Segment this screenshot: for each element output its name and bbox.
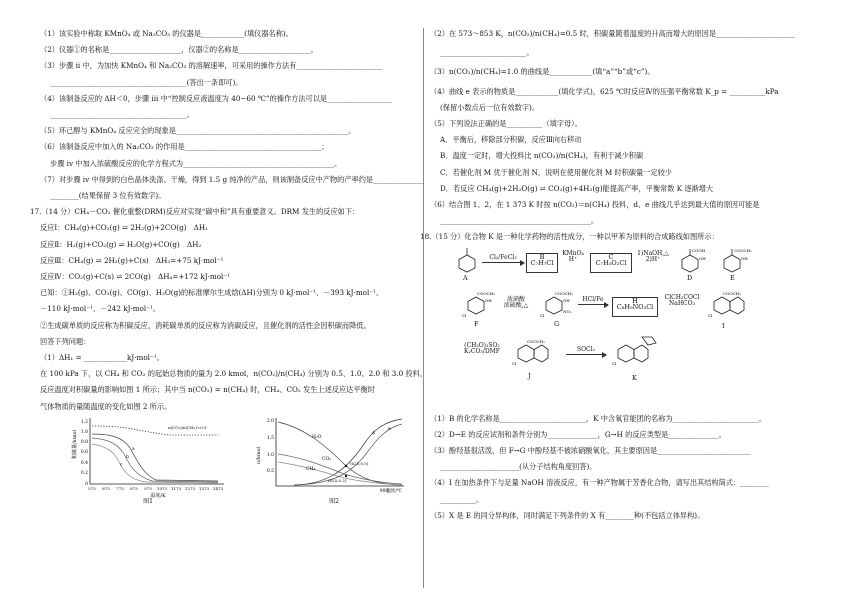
arrow-j-k-reagent: SOCl₂: [577, 345, 595, 353]
q18-part-4-cont: __________。: [440, 494, 484, 504]
q16-part-6: （6）该制备反应中加入的 Na₂CO₃ 的作用是______________________________________；: [40, 142, 329, 152]
arrow-f-g: [496, 297, 536, 309]
compound-c-box: C C₇H₅O₂Cl: [590, 253, 632, 273]
fig2-ytick: 1.0: [266, 452, 274, 458]
compound-k-label: K: [632, 373, 637, 382]
compound-d-structure: [678, 247, 704, 273]
arrow-j-k: [566, 347, 606, 356]
compound-k-structure: [612, 335, 662, 371]
fig2-ytick: 2.0: [266, 418, 274, 424]
known-1: 已知：①H₂(g)、CO₂(g)、CO(g)、H₂O(g)的标准摩尔生成焓(ΔH)分别为 0 kJ·mol⁻¹、－393 kJ·mol⁻¹、: [40, 288, 384, 298]
svg-text:COOCH₃: COOCH₃: [734, 247, 752, 253]
arrow-i-j: [456, 343, 508, 355]
arrow-i-j-reagent: (CH₃O)₂SO₂ K₂CO₃/DMF: [464, 341, 500, 355]
fig1-ytick: 0: [85, 481, 88, 487]
q16-part-6-cont: 步骤 iv 中加入浓硫酸反应的化学方程式为__________________________________________。: [50, 158, 342, 168]
synthesis-scheme: [456, 247, 756, 415]
svg-text:OH: OH: [741, 255, 748, 261]
known-2: ②生成碳单质的反应称为积碳反应，消耗碳单质的反应称为消碳反应，且催化剂的活性会因积碳而降低。: [40, 320, 371, 330]
figure-2: [254, 414, 414, 505]
svg-text:Cl: Cl: [540, 312, 545, 318]
fig2-label-d: d: [372, 430, 375, 436]
option-d: D．若反应 CH₄(g)+2H₂O(g) ⇌ CO₂(g)+4H₂(g)能提高产率，平衡常数 K 逐渐增大: [440, 183, 714, 193]
svg-text:Cl: Cl: [708, 312, 713, 318]
arrow-a-b: [482, 255, 524, 264]
q16-part-2: （2）仪器①的名称是____________________，仪器②的名称是____________________。: [40, 45, 318, 55]
fig1-curve-label-c: c: [120, 462, 123, 468]
fig1-xlabel: 温度/K: [150, 492, 166, 499]
arrow-c-d: [633, 251, 673, 263]
fig1-caption: 图1: [143, 497, 153, 505]
fig1-curve-label-a: a: [132, 446, 135, 452]
q16-part-7: （7）对步骤 iv 中得到的白色晶体洗涤、干燥，得到 1.5 g 纯净的产品，则该制备反应中产物的产率约是______________: [40, 174, 424, 184]
fig1-curve-b: [92, 438, 218, 482]
arrow-b-c: [559, 251, 587, 263]
fig1-xtick: 1173: [170, 485, 182, 491]
arrow-g-h-reagent: HCl/Fe: [582, 295, 604, 303]
q17-part-6: （6）结合图 1、2，在 1 373 K 时按 n(CO₂)＝n(CH₄) 投料，d、e 曲线几乎达到最大值的原因可能是: [430, 200, 760, 210]
fig2-label-h2o: H₂O: [312, 434, 322, 440]
q17-part-3: （3）n(CO₂)/n(CH₄)=1.0 的曲线是____________(填“a”“b”或“c”)。: [430, 67, 655, 77]
svg-text:COOCH₃: COOCH₃: [723, 290, 741, 296]
q17-condition: 在 100 kPa 下，以 CH₄ 和 CO₂ 的起始总物质的量为 2.0 kmol，n(CO₂)/n(CH₄) 分别为 0.5、1.0、2.0 和 3.0 投料，: [40, 369, 428, 379]
fig2-label-co2: CO₂: [322, 456, 331, 462]
fig1-xtick: 1273: [184, 485, 196, 491]
fig1-ytick: 0.8: [80, 439, 88, 445]
fig1-xtick: 573: [88, 485, 96, 491]
fig1-curve-a: [92, 434, 218, 481]
svg-text:COOCH₃: COOCH₃: [527, 338, 545, 344]
q17-part-5: （5）下列说法正确的是__________（填字母）。: [430, 119, 582, 129]
column-divider: [423, 28, 424, 588]
compound-f-structure: [462, 290, 495, 319]
compound-g-structure: [540, 291, 574, 319]
compound-g-label: G: [554, 319, 560, 328]
fig1-curve-c: [92, 444, 218, 483]
q17-part-4-cont: (保留小数点后一位有效数字)。: [440, 102, 540, 112]
q18-part-3: （3）酚羟基很活泼，但 F→G 中酚羟基不被浓硝酸氧化，其主要原因是__________________________: [430, 446, 751, 456]
arrow-h-i: [660, 295, 704, 307]
q17-part-2-cont: ________________________。: [440, 48, 534, 58]
fig1-curve-label-b: b: [126, 454, 129, 460]
fig1-ytick: 1.2: [80, 419, 88, 425]
fig1-ytick: 0.4: [80, 460, 88, 466]
svg-text:COOCH₃: COOCH₃: [555, 290, 573, 296]
svg-text:OH: OH: [699, 255, 706, 261]
fig2-xlabel: 温度/℃: [386, 488, 402, 494]
q16-part-4-cont: ______________________________________。: [50, 110, 194, 120]
option-c: C．若催化剂 M 优于催化剂 N，说明在使用催化剂 M 时积碳量一定较少: [440, 167, 672, 177]
compound-j-label: J: [528, 371, 531, 380]
q18-part-3-cont: ______________________(从分子结构角度回答)。: [440, 462, 597, 472]
reaction-2: 反应Ⅱ：H₂(g)+CO₂(g) ⇌ H₂O(g)+CO(g) ΔH₂: [40, 239, 202, 249]
svg-text:NO₂: NO₂: [563, 308, 572, 314]
q17-heading: 17.（14 分）CH₄－CO₂ 催化重整(DRM)反应对实现“碳中和”具有重要意义。DRM 发生的反应如下：: [30, 207, 360, 217]
fig1-xtick: 773: [116, 485, 124, 491]
answer-prompt: 回答下列问题：: [40, 336, 91, 346]
reaction-4: 反应Ⅳ：CO₂(g)+C(s) ⇌ 2CO(g) ΔH₄=+172 kJ·mol⁻¹: [40, 272, 231, 282]
fig1-xtick: 973: [144, 485, 152, 491]
svg-text:Cl: Cl: [512, 360, 517, 366]
toluene-structure: [456, 247, 478, 273]
fig1-xtick: 1373: [198, 485, 210, 491]
compound-e-structure: [720, 247, 750, 273]
figure-1: [68, 414, 228, 505]
right-column: [420, 29, 822, 520]
q17-part-1: （1）ΔH₁ = ____________kJ·mol⁻¹。: [40, 353, 164, 363]
svg-text:COOCH₃: COOCH₃: [477, 290, 495, 296]
arrow-g-h: [578, 297, 608, 306]
left-column: [30, 29, 428, 505]
q17-part-6-cont: __________________________________________。: [440, 216, 599, 226]
compound-a-label: A: [463, 273, 468, 282]
q18-part-5: （5）X 是 E 的同分异构体，同时满足下列条件的 X 有________种(不包括立体异构)。: [430, 510, 705, 520]
q17-part-2: （2）在 573～853 K，n(CO₂)/n(CH₄)=0.5 时，积碳量随着温度的升高而增大的原因是______________________: [430, 29, 796, 38]
fig2-curve-e: [294, 424, 402, 485]
compound-h-box: H C₈H₉NO₃Cl: [612, 297, 658, 317]
fig1-ytick: 0.6: [80, 449, 88, 455]
svg-text:OH: OH: [485, 297, 492, 303]
q16-part-3: （3）步骤 ii 中，为加快 KMnO₄ 和 Na₂CO₃ 的溶解速率，可采用的操作方法有________________________: [40, 61, 383, 71]
arrow-f-g-reagent: 浓硝酸 浓硫酸,△: [503, 295, 529, 309]
compound-b-box: B C₇H₇Cl: [526, 253, 558, 273]
q16-part-3-cont: ______________________________________(答出一条即可)。: [50, 77, 243, 87]
q16-part-5: （5）环己醇与 KMnO₄ 反应完全的现象是________________________________________________。: [40, 126, 356, 136]
arrow-h-i-reagent: ClCH₂COCl NaHCO₃: [664, 293, 700, 307]
fig1-xtick: 1073: [156, 485, 168, 491]
fig1-xtick: 673: [102, 485, 110, 491]
compound-e-label: E: [730, 273, 735, 282]
q16-part-4: （4）该制备反应的 ΔH＜0，步骤 iii 中“控制反应液温度为 40~60 ℃”的操作方法可以是__________________: [40, 93, 392, 103]
fig2-ylabel: n/kmol: [256, 446, 262, 464]
q17-condition-2: 反应温度对积碳量的影响如图 1 所示；其中当 n(CO₂) = n(CH₄) 时，CH₄、CO₂ 发生上述反应达平衡时: [40, 385, 375, 395]
reaction-3: 反应Ⅲ：CH₄(g) ⇌ 2H₂(g)+C(s) ΔH₃=+75 kJ·mol⁻¹: [40, 255, 224, 265]
q18-part-2: （2）D→E 的反应试剂和条件分别为______________，G→H 的反应类型是______________。: [430, 429, 726, 439]
fig1-ytick: 1.0: [80, 429, 88, 435]
compound-i-label: I: [722, 321, 725, 330]
compound-i-structure: [708, 291, 748, 321]
q18-heading: 18.（15 分）化合物 K 是一种化学药物的活性成分，一种以甲苯为原料的合成路线如图所示：: [420, 232, 719, 242]
figures-row: [68, 414, 418, 505]
fig2-xtick: 900: [379, 488, 389, 494]
svg-text:OH: OH: [563, 297, 570, 303]
arrow-c-d-reagent: 1)NaOH,△ 2)H⁺: [637, 249, 669, 263]
arrow-b-c-reagent: KMnO₄ H⁺: [562, 249, 584, 263]
fig2-label-e: e: [388, 426, 391, 432]
option-b: B．温度一定时，增大投料比 n(CO₂)/n(CH₄)，有利于减少积碳: [440, 151, 644, 161]
compound-f-label: F: [474, 319, 479, 328]
fig1-legend: n(CO₂)/n(CH₄)=0.5: [168, 424, 207, 430]
fig2-ytick: 0.5: [266, 468, 274, 474]
q17-part-4: （4）曲线 e 表示的物质是____________(填化学式)，625 ℃时反应Ⅳ的压强平衡常数 K_p = __________kPa: [430, 86, 779, 96]
fig2-point-2: (625,0.2): [328, 477, 347, 483]
compound-j-structure: [512, 339, 552, 371]
reaction-1: 反应Ⅰ：CH₄(g)+CO₂(g) ⇌ 2H₂(g)+2CO(g) ΔH₁: [40, 223, 209, 233]
compound-d-label: D: [687, 273, 693, 282]
fig2-label-ch4: CH₄: [306, 466, 316, 472]
fig1-ytick: 0.2: [80, 470, 88, 476]
q16-part-7-cont: ________(结果保留 3 位有效数字)。: [50, 191, 166, 201]
fig2-caption: 图2: [329, 497, 339, 505]
fig1-xtick: 873: [130, 485, 138, 491]
arrow-a-b-reagent: Cl₂/FeCl₃: [489, 253, 517, 261]
q18-part-1: （1）B 的化学名称是________________________，K 中含氧官能团的名称为________________________。: [430, 413, 767, 423]
q18-part-4: （4）I 在加热条件下与足量 NaOH 溶液反应，有一种产物属于芳香化合物，请写出其结构简式：________: [430, 478, 769, 488]
fig1-ylabel: 积碳量/kmol: [72, 429, 78, 459]
q17-condition-3: 气体物质的量随温度的变化如图 2 所示。: [40, 401, 172, 411]
fig2-ytick: 1.5: [266, 435, 274, 441]
fig2-point-1: (625,0.5): [350, 460, 369, 466]
q16-part-1: （1）该实验中称取 KMnO₄ 或 Na₂CO₃ 的仪器是____________(填仪器名称)。: [40, 29, 293, 38]
option-a: A．平衡后，移除部分积碳，反应Ⅲ向右移动: [440, 135, 582, 145]
svg-text:COOH: COOH: [692, 247, 706, 253]
svg-text:Cl: Cl: [462, 312, 467, 318]
known-1-cont: －110 kJ·mol⁻¹、－242 kJ·mol⁻¹。: [40, 304, 161, 314]
fig1-xtick: 1473: [212, 485, 224, 491]
svg-text:Cl: Cl: [612, 360, 617, 366]
